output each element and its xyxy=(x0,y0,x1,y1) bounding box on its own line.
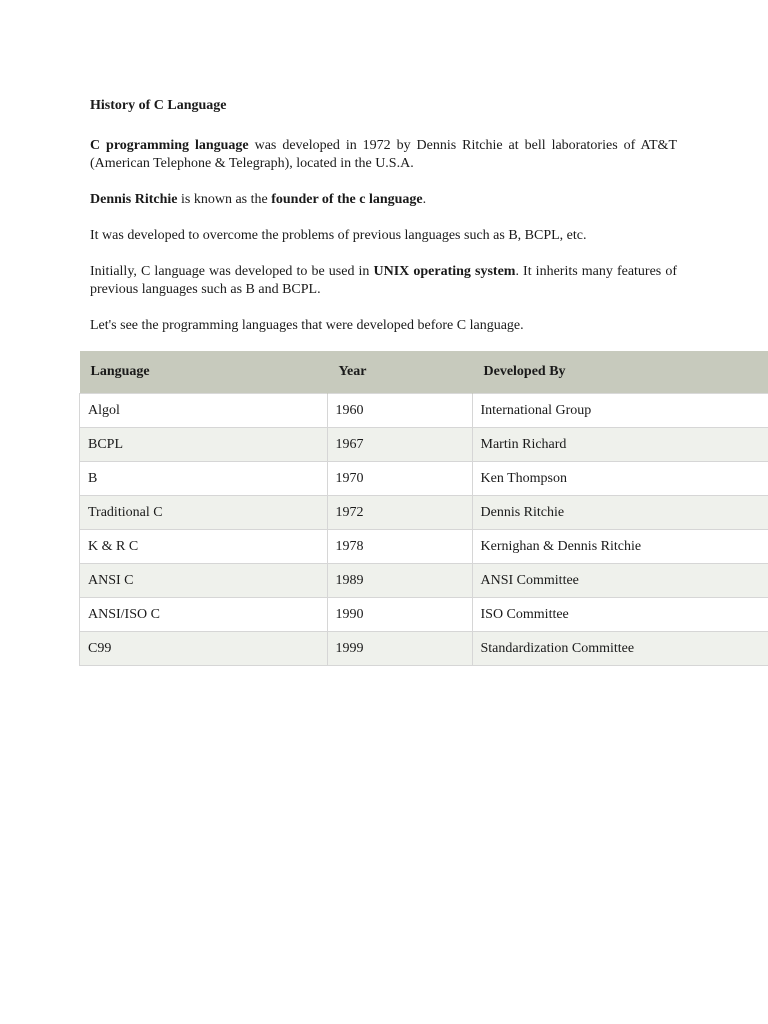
cell-developer: International Group xyxy=(472,394,768,428)
cell-year: 1978 xyxy=(327,530,472,564)
cell-language: ANSI/ISO C xyxy=(80,598,328,632)
cell-year: 1967 xyxy=(327,428,472,462)
cell-developer: Martin Richard xyxy=(472,428,768,462)
cell-developer: Dennis Ritchie xyxy=(472,496,768,530)
table-row xyxy=(80,598,768,632)
paragraph-unix xyxy=(90,263,677,299)
header-language: Language xyxy=(80,351,328,394)
cell-year: 1999 xyxy=(327,632,472,666)
paragraph-origin-text: was developed in 1972 by Dennis Ritchie at bell laboratories of AT&T (American Telephone & Telegraph), located in the U.S.A. xyxy=(90,138,677,171)
table-row xyxy=(80,530,768,564)
table-row xyxy=(80,496,768,530)
cell-language: Algol xyxy=(80,394,328,428)
paragraph-founder-mid: is known as the xyxy=(177,192,272,207)
cell-year: 1972 xyxy=(327,496,472,530)
table-row xyxy=(80,394,768,428)
cell-year: 1960 xyxy=(327,394,472,428)
table-row xyxy=(80,632,768,666)
paragraph-founder-name: Dennis Ritchie xyxy=(90,192,178,207)
paragraph-unix-start: Initially, C language was developed to be used in xyxy=(90,264,374,279)
cell-developer: ANSI Committee xyxy=(472,564,768,598)
paragraph-founder-bold: founder of the c language xyxy=(271,192,423,207)
cell-language: B xyxy=(80,462,328,496)
cell-language: Traditional C xyxy=(80,496,328,530)
cell-developer: ISO Committee xyxy=(472,598,768,632)
cell-year: 1990 xyxy=(327,598,472,632)
cell-language: K & R C xyxy=(80,530,328,564)
table-row xyxy=(80,564,768,598)
header-year: Year xyxy=(327,351,472,394)
cell-year: 1989 xyxy=(327,564,472,598)
paragraph-origin-bold: C programming language xyxy=(90,138,249,153)
languages-table xyxy=(79,351,768,666)
table-header-row xyxy=(80,351,768,394)
cell-language: C99 xyxy=(80,632,328,666)
paragraph-founder xyxy=(90,191,677,209)
document-title: History of C Language xyxy=(90,98,227,113)
header-developed-by: Developed By xyxy=(472,351,768,394)
paragraph-origin xyxy=(90,137,677,173)
paragraph-unix-bold: UNIX operating system xyxy=(373,264,516,279)
cell-language: ANSI C xyxy=(80,564,328,598)
paragraph-founder-end: . xyxy=(422,192,427,207)
cell-year: 1970 xyxy=(327,462,472,496)
cell-developer: Ken Thompson xyxy=(472,462,768,496)
cell-developer: Kernighan & Dennis Ritchie xyxy=(472,530,768,564)
paragraph-purpose: It was developed to overcome the problems of previous languages such as B, BCPL, etc. xyxy=(90,228,587,243)
paragraph-intro-table: Let's see the programming languages that were developed before C language. xyxy=(90,318,524,333)
cell-language: BCPL xyxy=(80,428,328,462)
table-row xyxy=(80,462,768,496)
paragraph-unix-rest: . It inherits many features of previous languages such as B and BCPL. xyxy=(90,264,677,297)
table-row xyxy=(80,428,768,462)
cell-developer: Standardization Committee xyxy=(472,632,768,666)
